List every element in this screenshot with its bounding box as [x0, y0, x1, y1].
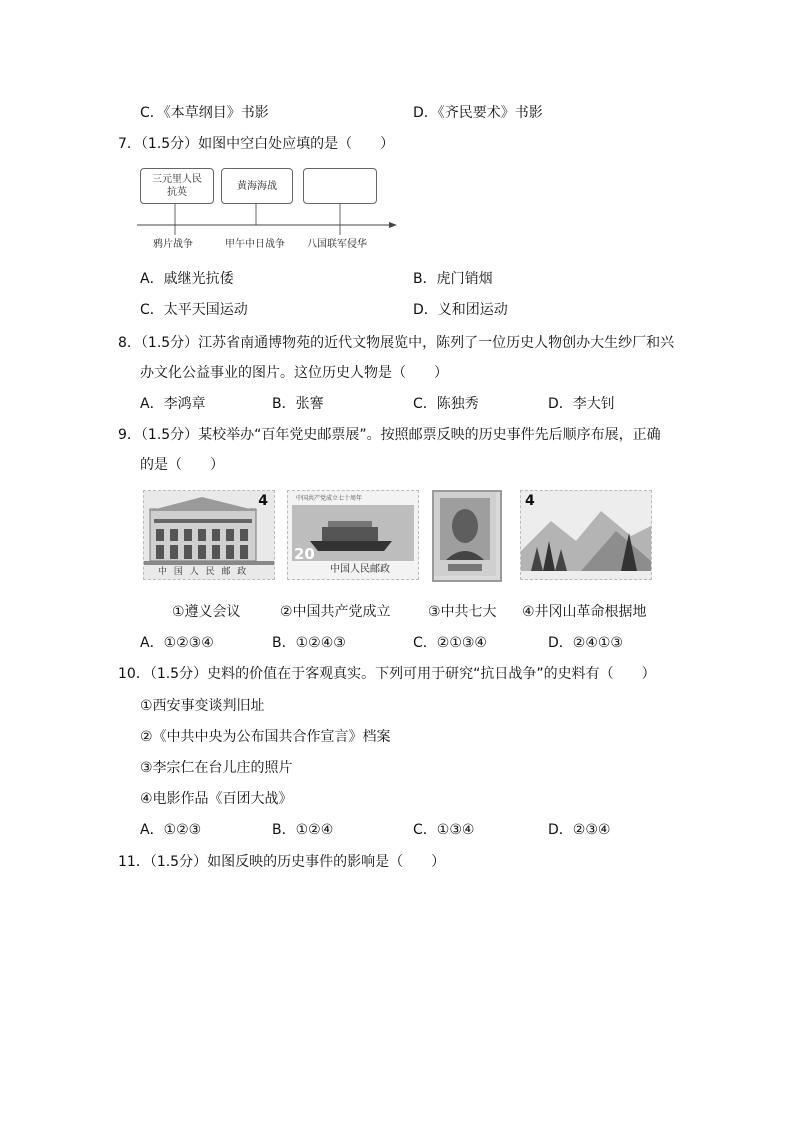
q10-stem: 10．（1.5分）史料的价值在于客观真实。下列可用于研究“抗日战争”的史料有（ ） [118, 666, 656, 682]
stamp-caption-2: ②中国共产党成立 [280, 604, 391, 620]
q11-stem: 11．（1.5分）如图反映的历史事件的影响是（ ） [118, 854, 446, 870]
q10-option-b: B．①②④ [272, 822, 334, 838]
q7-option-a: A．戚继光抗倭 [140, 271, 234, 287]
q9-option-a: A．①②③④ [140, 635, 214, 651]
stamp2-value: 20 [294, 545, 315, 563]
q8-option-b: B．张謇 [272, 396, 324, 412]
timeline-label-eight-nation: 八国联军侵华 [307, 239, 367, 250]
portrait-illustration [434, 492, 500, 580]
stamp-caption-3: ③中共七大 [428, 604, 497, 620]
q10-option-c: C．①③④ [413, 822, 475, 838]
q10-item-2: ②《中共中央为公布国共合作宣言》档案 [140, 729, 391, 745]
q10-item-1: ①西安事变谈判旧址 [140, 698, 265, 714]
stamp2-footer: 中国人民邮政 [330, 564, 390, 575]
q7-option-c: C．太平天国运动 [140, 302, 248, 318]
timeline-box-sanyuanli-line2: 抗英 [167, 187, 187, 198]
q10-item-3: ③李宗仁在台儿庄的照片 [140, 760, 293, 776]
stamp-party-founding-image [287, 490, 419, 580]
stamp1-value: 4 [258, 493, 268, 509]
q7-timeline-figure [135, 165, 405, 257]
stamp2-header: 中国共产党成立七十周年 [296, 495, 363, 502]
stamp4-value: 4 [525, 493, 535, 509]
mountain-landscape-illustration [521, 491, 651, 579]
q9-stem-line1: 9．（1.5分）某校举办“百年党史邮票展”。按照邮票反映的历史事件先后顺序布展，正确 [118, 427, 661, 443]
q10-item-4: ④电影作品《百团大战》 [140, 791, 293, 807]
stamp-seventh-congress-image [432, 490, 502, 582]
stamp-caption-1: ①遵义会议 [172, 604, 241, 620]
q8-option-d: D．李大钊 [548, 396, 615, 412]
q7-stem: 7．（1.5分）如图中空白处应填的是（ ） [118, 136, 395, 152]
q7-option-b: B．虎门销烟 [413, 271, 493, 287]
q9-option-d: D．②④①③ [548, 635, 623, 651]
q8-stem-line1: 8．（1.5分）江苏省南通博物苑的近代文物展览中，陈列了一位历史人物创办大生纱厂和兴 [118, 335, 675, 351]
q10-option-d: D．②③④ [548, 822, 611, 838]
q8-stem-line2: 办文化公益事业的图片。这位历史人物是（ ） [140, 365, 448, 381]
timeline-box-huanghai: 黄海海战 [221, 168, 293, 204]
q7-option-d: D．义和团运动 [413, 302, 508, 318]
q9-option-c: C．②①③④ [413, 635, 487, 651]
stamp-jinggangshan-image [520, 490, 652, 580]
q9-option-b: B．①②④③ [272, 635, 346, 651]
timeline-label-opium-war: 鸦片战争 [153, 239, 193, 250]
q8-option-c: C．陈独秀 [413, 396, 479, 412]
q9-stem-line2: 的是（ ） [140, 457, 224, 473]
q6-option-c: C．《本草纲目》书影 [140, 105, 269, 121]
timeline-box-sanyuanli-line1: 三元里人民 [152, 174, 202, 185]
stamp1-footer: 中 国 人 民 邮 政 [158, 567, 249, 577]
stamp-zunyi-image [143, 490, 275, 580]
q10-option-a: A．①②③ [140, 822, 202, 838]
stamp-caption-4: ④井冈山革命根据地 [522, 604, 647, 620]
q8-option-a: A．李鸿章 [140, 396, 206, 412]
timeline-label-sino-japanese-war: 甲午中日战争 [225, 239, 285, 250]
q6-option-d: D．《齐民要术》书影 [413, 105, 543, 121]
